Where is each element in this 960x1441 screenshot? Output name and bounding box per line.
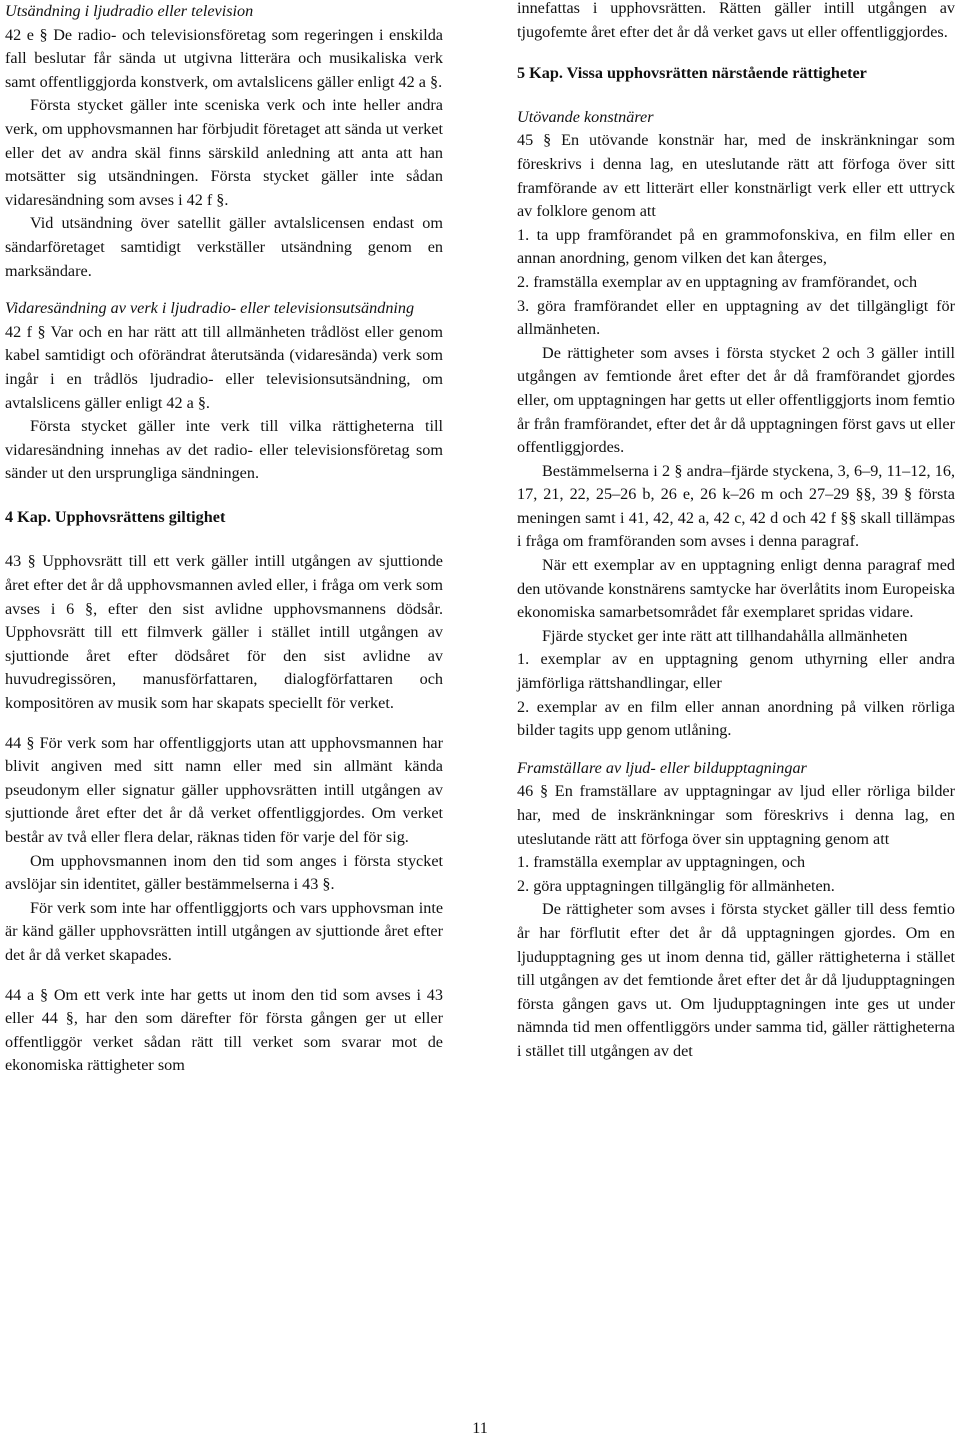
paragraph: Vid utsändning över satellit gäller avtalslicensen endast om sändarföretaget samtidigt verkställer utsändning genom en marksändare.: [5, 214, 443, 280]
list-item: 2. framställa exemplar av en upptagning av framförandet, och: [517, 272, 918, 291]
paragraph: 42 e § De radio- och televisionsföretag som regeringen i enskilda fall beslutar får sända ut utgivna litterära och musikaliska verk samt offentliggjorda konstverk, om avtalslicens gäller enligt 42 a §.: [5, 25, 443, 91]
section-heading: Vidaresändning av verk i ljudradio- eller televisionsutsändning: [5, 299, 415, 318]
list-item: 3. göra framförandet eller en upptagning av det tillgängligt för allmänheten.: [517, 296, 955, 339]
paragraph: När ett exemplar av en upptagning enligt denna paragraf med den utövande konstnärens samtycke har överlåtits inom Europeiska ekonomiska samarbetsområdet får exemplaret spridas vidare.: [517, 556, 955, 622]
paragraph: Bestämmelserna i 2 § andra–fjärde styckena, 3, 6–9, 11–12, 16, 17, 21, 22, 25–26 b, 26 e, 26 k–26 m och 27–29 §§, 39 § första meningen samt i 41, 42, 42 a, 42 c, 42 d och 42 f §§ skall tillämpas i fråga om framföranden som avses i denna paragraf.: [517, 461, 955, 551]
list-item: 1. exemplar av en upptagning genom uthyrning eller andra jämförliga rättshandlingar, eller: [517, 650, 955, 693]
paragraph: De rättigheter som avses i första stycket gäller till dess femtio år har förflutit efter det år då upptagningen gjordes. Om en ljudupptagning ges ut inom denna tid, gäller rättigheterna i stället till utgången av det femtionde året efter det år då ljudupptagningen första gången gavs ut. Om ljudupptagningen inte ges ut under nämnda tid men offentliggörs under samma tid, gäller rättigheterna i stället till utgången av det: [517, 900, 955, 1060]
chapter-heading: 5 Kap. Vissa upphovsrätten närstående rättigheter: [517, 64, 867, 83]
paragraph: 46 § En framställare av upptagningar av ljud eller rörliga bilder har, med de inskränkningar som föreskrivs i denna lag, en uteslutande rätt att förfoga över sin upptagning genom att: [517, 782, 955, 848]
paragraph: 45 § En utövande konstnär har, med de inskränkningar som föreskrivs i denna lag, en uteslutande rätt att förfoga över sitt framförande av ett litterärt eller konstnärligt verk eller ett uttryck av folklore genom att: [517, 131, 955, 221]
paragraph: Om upphovsmannen inom den tid som anges i första stycket avslöjar sin identitet, gäller bestämmelserna i 43 §.: [5, 851, 443, 894]
paragraph: Första stycket gäller inte verk till vilka rättigheterna till vidaresändning innehas av det radio- eller televisionsföretag som sänder ut den ursprungliga sändningen.: [5, 417, 443, 483]
list-item: 1. framställa exemplar av upptagningen, och: [517, 853, 806, 872]
list-item: 1. ta upp framförandet på en grammofonskiva, en film eller en annan anordning, genom vilken det kan återges,: [517, 225, 955, 268]
paragraph: 44 § För verk som har offentliggjorts utan att upphovsmannen har blivit angiven med sitt namn eller med sin allmänt kända pseudonym eller signatur gäller upphovsrätten intill utgången av sjuttionde året efter det år då verket offentliggjordes. Om verket består av två eller flera delar, räknas tiden för varje del för sig.: [5, 733, 443, 846]
page-number: 11: [472, 1419, 488, 1437]
section-heading: Utövande konstnärer: [517, 107, 654, 126]
section-heading: Framställare av ljud- eller bildupptagningar: [517, 758, 807, 777]
paragraph: Fjärde stycket ger inte rätt att tillhandahålla allmänheten: [542, 626, 908, 645]
paragraph: 44 a § Om ett verk inte har getts ut inom den tid som avses i 43 eller 44 §, har den som därefter för första gången ger ut eller offentliggör verket sådan rätt till verket som svarar mot de ekonomiska rättigheter som: [5, 985, 443, 1075]
chapter-heading: 4 Kap. Upphovsrättens giltighet: [5, 507, 226, 526]
paragraph: För verk som inte har offentliggjorts och vars upphovsman inte är känd gäller upphovsrätten intill utgången av sjuttionde året efter det år då verket skapades.: [5, 898, 443, 964]
right-column: [517, 0, 955, 1064]
paragraph: De rättigheter som avses i första stycket 2 och 3 gäller intill utgången av femtionde året efter det år då framförandet gjordes eller, om upptagningen har getts ut eller offentliggjorts inom femtio år från framförandet, efter det år då upptagningen först gavs ut eller offentliggjordes.: [517, 343, 955, 457]
left-column: [5, 0, 443, 1078]
list-item: 2. exemplar av en film eller annan anordning på vilken rörliga bilder tagits upp genom utlåning.: [517, 697, 955, 740]
list-item: 2. göra upptagningen tillgänglig för allmänheten.: [517, 876, 835, 895]
paragraph: Första stycket gäller inte sceniska verk och inte heller andra verk, om upphovsmannen har förbjudit företaget att sända ut verket eller det av andra skäl finns särskild anledning att anta att han motsätter sig utsändningen. Första stycket gäller inte sådan vidaresändning som avses i 42 f §.: [5, 96, 443, 209]
section-heading: Utsändning i ljudradio eller television: [5, 2, 254, 20]
paragraph: 43 § Upphovsrätt till ett verk gäller intill utgången av sjuttionde året efter det år då upphovsmannen avled eller, i fråga om verk som avses i 6 §, efter den sist avlidne upphovsmannens dödsår. Upphovsrätt till ett filmverk gäller i stället intill utgången av sjuttionde året efter dödsåret för den sist avlidne av huvudregissören, manusförfattaren, dialogförfattaren och kompositören av musik som har skapats speciellt för verket.: [5, 552, 443, 713]
paragraph: innefattas i upphovsrätten. Rätten gäller intill utgången av tjugofemte året efter det år då verket gavs ut eller offentliggjordes.: [517, 0, 955, 41]
paragraph: 42 f § Var och en har rätt att till allmänheten trådlöst eller genom kabel samtidigt och oförändrat återutsända (vidaresända) verk som ingår i en trådlös ljudradio- eller televisionsutsändning, om avtalslicens gäller enligt 42 a §.: [5, 322, 443, 412]
